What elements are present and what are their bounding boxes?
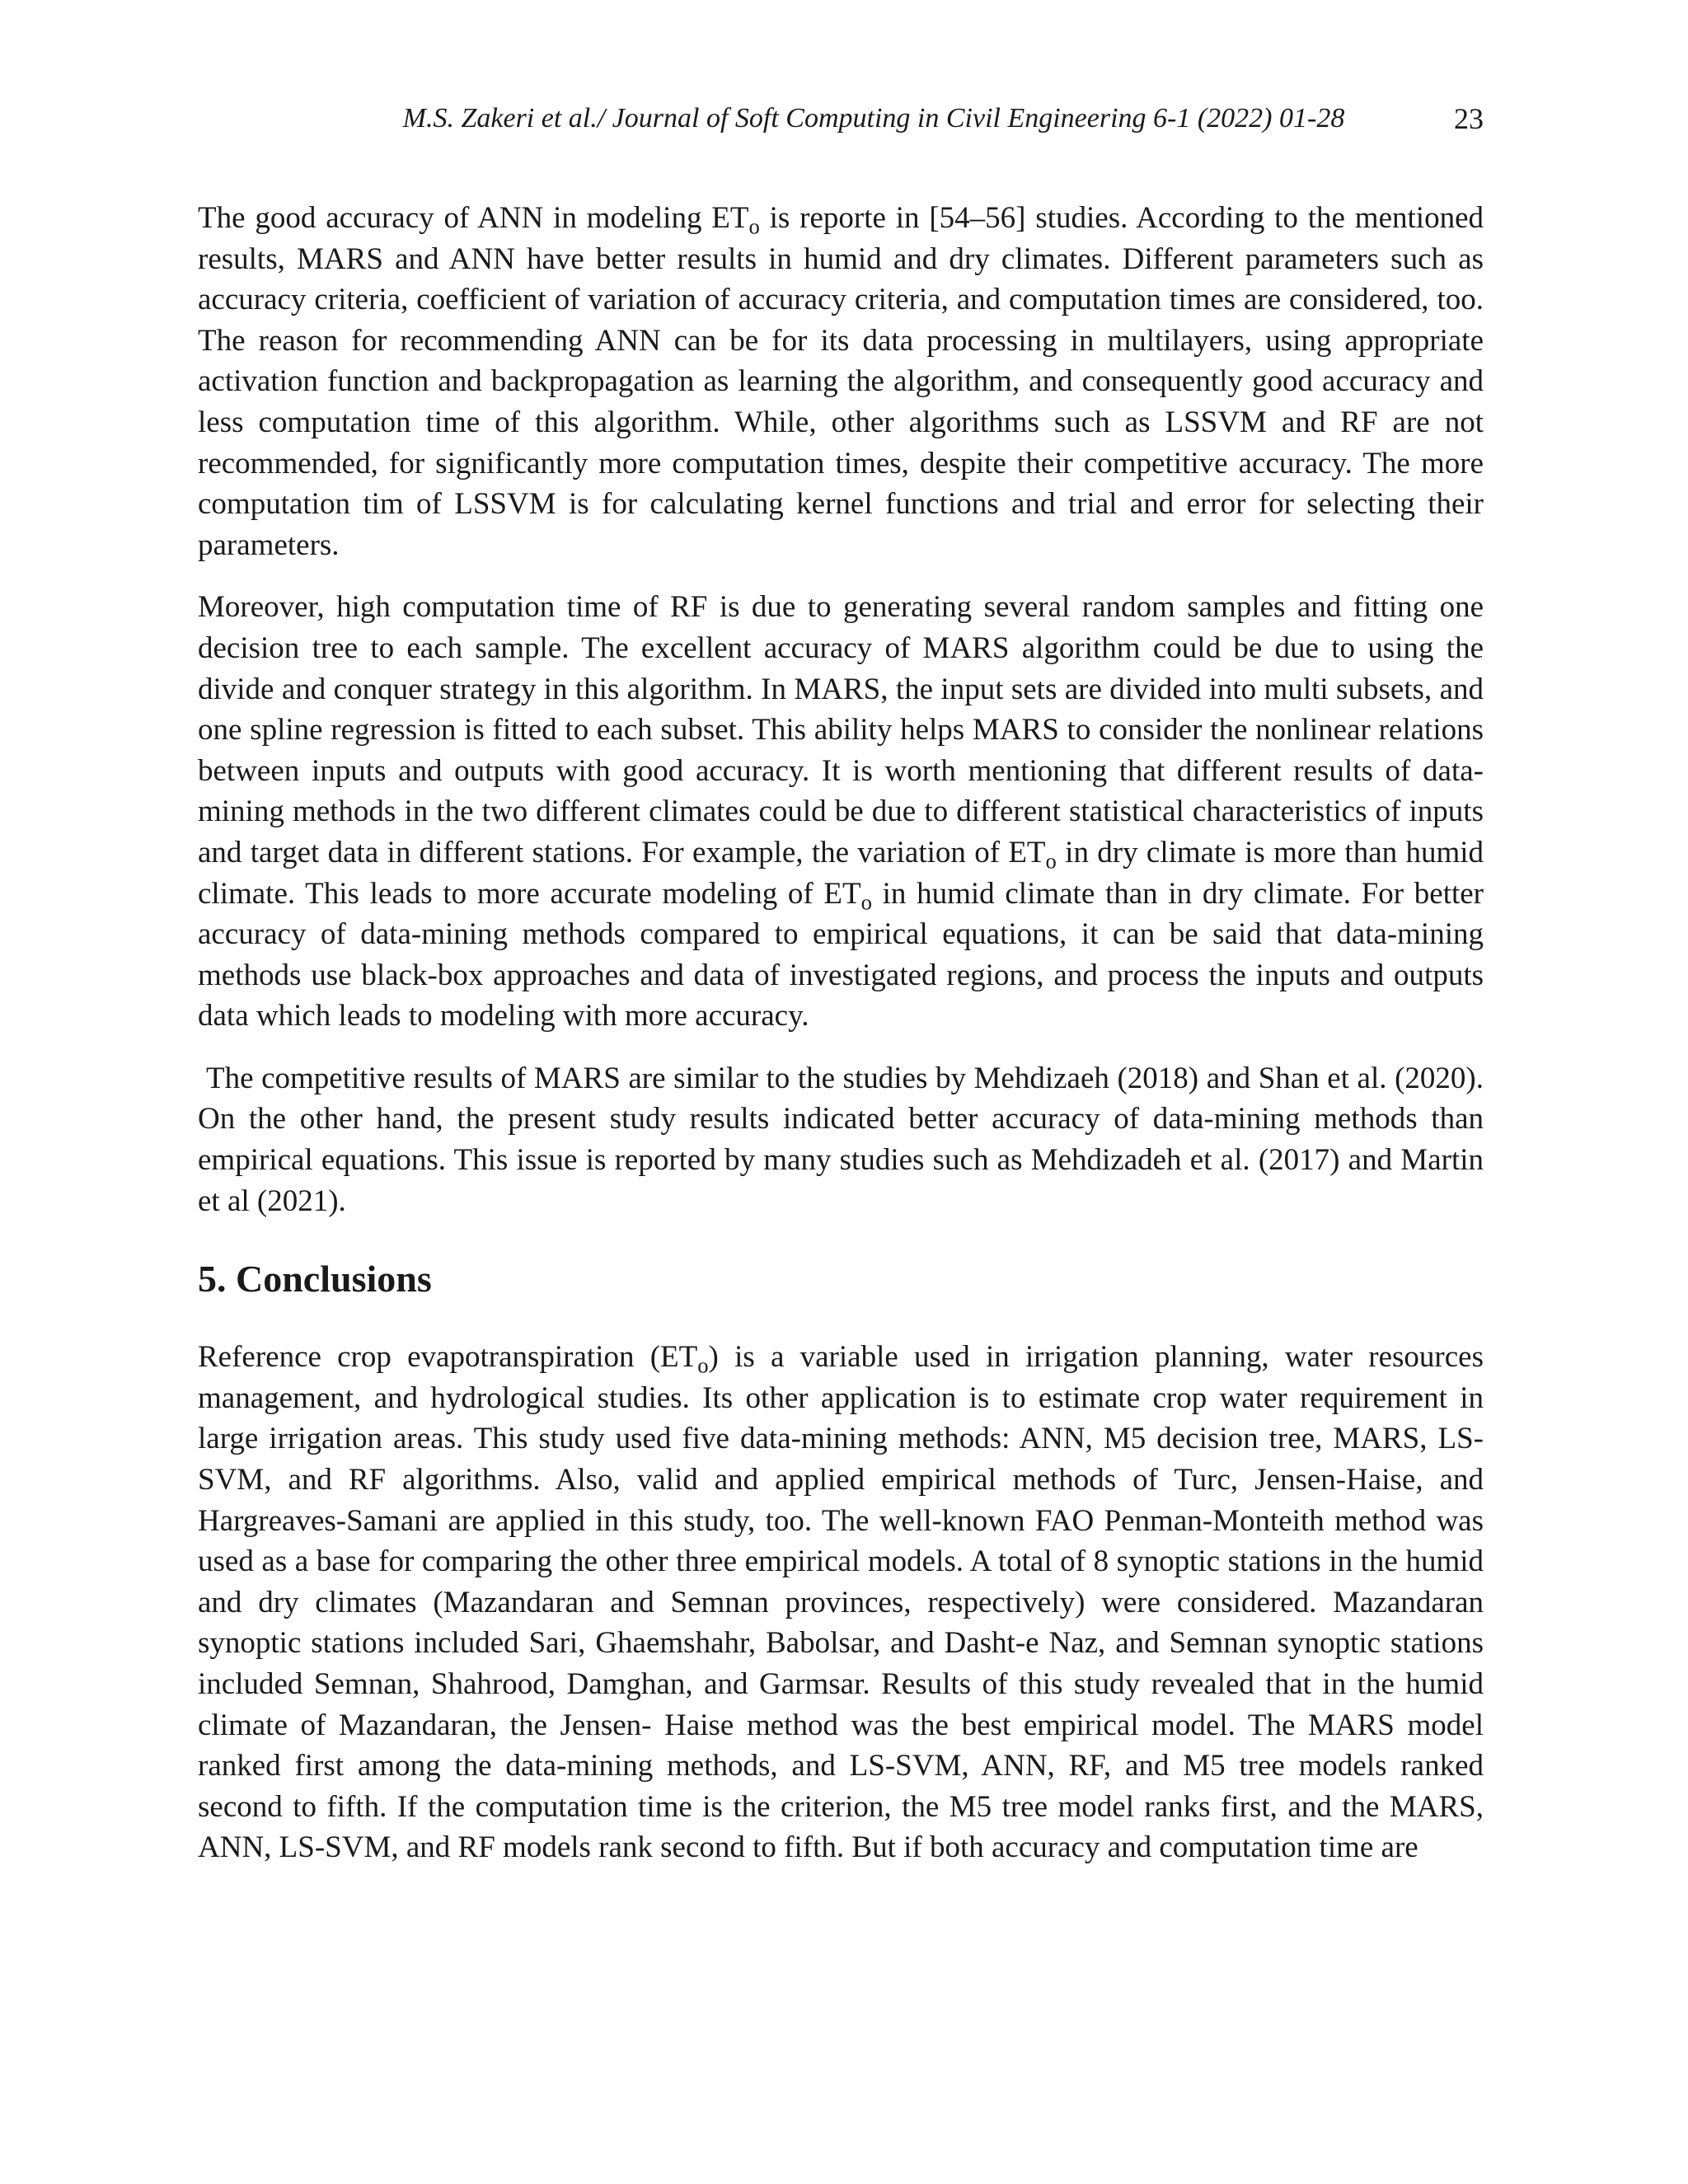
text-run: Reference crop evapotranspiration (ET [198,1340,698,1375]
subscript: o [860,888,872,914]
paragraph-competitive-results: The competitive results of MARS are similar to the studies by Mehdizaeh (2018) and Shan et al. (2020). On the other hand, the present study results indicated better accuracy of data-mining methods than empirical equations. This issue is reported by many studies such as Mehdizadeh et al. (2017) and Martin et al (2021). [198,1061,1484,1218]
text-run: ) is a variable used in irrigation planning, water resources management, and hydrological studies. Its other application is to estimate crop water requirement in large irrigation areas. This study used five data-mining methods: ANN, M5 decision tree, MARS, LS-SVM, and RF algorithms. Also, valid and applied empirical methods of Turc, Jensen-Haise, and Hargreaves-Samani are applied in this study, too. The well-known FAO Penman-Monteith method was used as a base for comparing the other three empirical models. A total of 8 synoptic stations in the humid and dry climates (Mazandaran and Semnan provinces, respectively) were considered. Mazandaran synoptic stations included Sari, Ghaemshahr, Babolsar, and Dasht-e Naz, and Semnan synoptic stations included Semnan, Shahrood, Damghan, and Garmsar. Results of this study revealed that in the humid climate of Mazandaran, the Jensen- Haise method was the best empirical model. The MARS model ranked first among the data-mining methods, and LS-SVM, ANN, RF, and M5 tree models ranked second to fifth. If the computation time is the criterion, the M5 tree model ranks first, and the MARS, ANN, LS-SVM, and RF models rank second to fifth. But if both accuracy and computation time are [198,1340,1484,1865]
subscript: o [697,1352,709,1378]
subscript: o [748,213,760,239]
paragraph-rf-mars [198,587,1484,1037]
text-run: The good accuracy of ANN in modeling ET [198,201,749,235]
text-run: in dry climate is more than humid climate. This leads to more accurate modeling of ET [198,835,1484,911]
running-title: M.S. Zakeri et al./ Journal of Soft Computing in Civil Engineering 6-1 (2022) 01-28 [402,103,1345,134]
body-text [198,198,1484,1890]
text-run: is reporte in [54–56] studies. According to the mentioned results, MARS and ANN have better results in humid and dry climates. Different parameters such as accuracy criteria, coefficient of variation of accuracy criteria, and computation times are considered, too. The reason for recommending ANN can be for its data processing in multilayers, using appropriate activation function and backpropagation as learning the algorithm, and consequently good accuracy and less computation time of this algorithm. While, other algorithms such as LSSVM and RF are not recommended, for significantly more computation times, despite their competitive accuracy. The more computation tim of LSSVM is for calculating kernel functions and trial and error for selecting their parameters. [198,201,1484,562]
paragraph-ann-accuracy [198,198,1484,565]
running-header [198,99,1484,140]
text-run: in humid climate than in dry climate. For better accuracy of data-mining methods compared to empirical equations, it can be said that data-mining methods use black-box approaches and data of investigated regions, and process the inputs and outputs data which leads to modeling with more accuracy. [198,876,1484,1033]
text-run: Moreover, high computation time of RF is due to generating several random samples and fitting one decision tree to each sample. The excellent accuracy of MARS algorithm could be due to using the divide and conquer strategy in this algorithm. In MARS, the input sets are divided into multi subsets, and one spline regression is fitted to each subset. This ability helps MARS to consider the nonlinear relations between inputs and outputs with good accuracy. It is worth mentioning that different results of data-mining methods in the two different climates could be due to different statistical characteristics of inputs and target data in different stations. For example, the variation of ET [198,590,1484,869]
section-heading-conclusions: 5. Conclusions [198,1258,432,1301]
paragraph-conclusions [198,1337,1484,1868]
subscript: o [1045,848,1057,874]
page-number: 23 [1454,102,1484,135]
